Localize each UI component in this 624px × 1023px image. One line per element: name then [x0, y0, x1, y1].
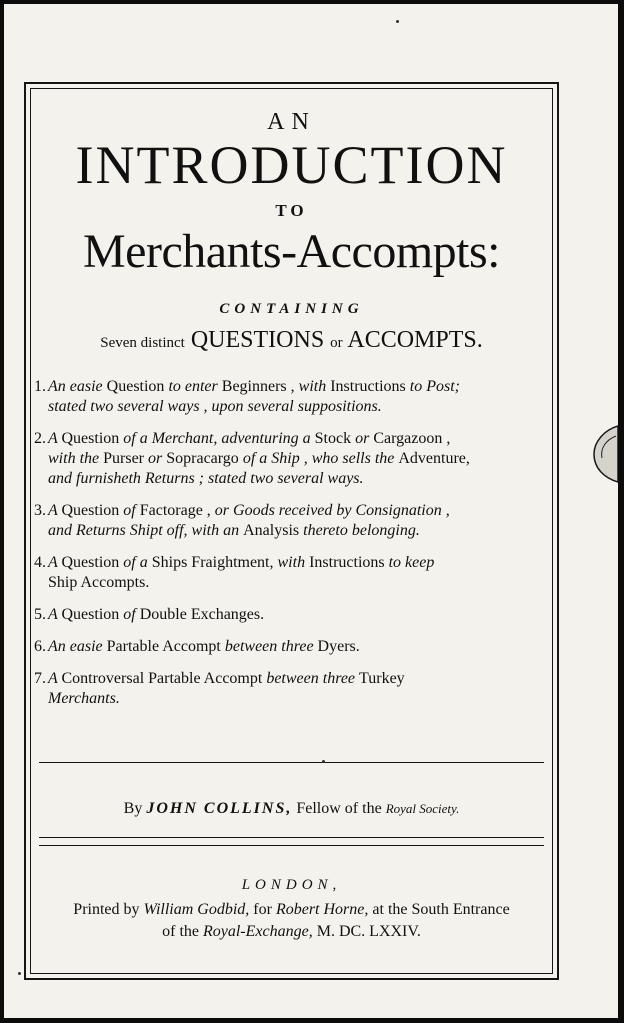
ink-speck: [322, 760, 325, 763]
question-text: stated two several ways , upon several suppositions.: [48, 398, 382, 415]
question-text: A: [48, 606, 62, 623]
question-number: 3.: [34, 502, 46, 519]
question-text: A: [48, 430, 62, 447]
page-edge-shadow: [590, 424, 618, 484]
question-item-1: [34, 377, 554, 417]
question-text: Ship Accompts.: [48, 574, 150, 591]
question-line: [48, 689, 554, 709]
byline-fellow: Fellow of the: [296, 800, 382, 817]
imprint-location: at the South Entrance: [372, 901, 510, 918]
question-number: 7.: [34, 670, 46, 687]
question-item-6: [34, 637, 554, 657]
question-text: Adventure,: [398, 450, 470, 467]
question-text: Question: [106, 378, 169, 395]
author-name: JOHN COLLINS,: [146, 800, 293, 817]
question-line: [48, 637, 554, 657]
question-item-2: [34, 429, 554, 489]
question-line: [48, 377, 554, 397]
question-text: or: [355, 430, 374, 447]
question-item-5: [34, 605, 554, 625]
question-text: of a Merchant, adventuring a: [123, 430, 315, 447]
imprint-for: for: [253, 901, 272, 918]
imprint-publisher: Robert Horne,: [275, 901, 369, 918]
question-text: or Goods received by Consignation ,: [214, 502, 450, 519]
subtitle-questions: QUESTIONS: [190, 327, 325, 353]
question-item-7: [34, 669, 554, 709]
question-text: Factorage ,: [139, 502, 215, 519]
question-line: [48, 449, 554, 469]
question-text: Partable Accompt: [106, 638, 225, 655]
imprint-exchange: Royal-Exchange,: [202, 923, 313, 940]
question-text: An easie: [48, 378, 107, 395]
ink-speck: [18, 972, 21, 975]
question-text: Controversal Partable Accompt: [61, 670, 267, 687]
question-text: of: [123, 606, 140, 623]
imprint-city: LONDON,: [241, 877, 342, 893]
question-number: 4.: [34, 554, 46, 571]
question-text: Ships Fraightment,: [151, 554, 278, 571]
question-line: [48, 669, 554, 689]
question-text: Merchants.: [48, 690, 120, 707]
question-number: 5.: [34, 606, 46, 623]
byline-by: By: [123, 800, 143, 817]
containing-label: CONTAINING: [219, 301, 364, 317]
divider-rule: [39, 837, 544, 838]
question-text: Purser: [103, 450, 148, 467]
byline: [31, 800, 552, 818]
subtitle-prefix: Seven distinct: [100, 335, 185, 351]
question-number: 1.: [34, 378, 46, 395]
question-text: of a: [123, 554, 152, 571]
divider-rule: [39, 762, 544, 763]
question-text: with the: [48, 450, 104, 467]
question-text: Stock: [314, 430, 356, 447]
page-border: [24, 82, 559, 980]
question-text: with: [277, 554, 310, 571]
question-text: thereto belonging.: [303, 522, 420, 539]
question-text: to Post;: [409, 378, 460, 395]
subtitle-accompts: ACCOMPTS.: [347, 327, 483, 353]
question-text: An easie: [48, 638, 107, 655]
question-item-3: [34, 501, 554, 541]
imprint-year: M. DC. LXXIV.: [316, 923, 421, 940]
question-text: Question: [61, 430, 124, 447]
question-line: [48, 469, 554, 489]
question-text: A: [48, 554, 62, 571]
question-text: between three: [224, 638, 318, 655]
question-number: 6.: [34, 638, 46, 655]
question-text: to enter: [168, 378, 222, 395]
question-line: [48, 429, 554, 449]
question-text: Double Exchanges.: [139, 606, 265, 623]
title-introduction: INTRODUCTION: [75, 135, 508, 195]
subtitle-or: or: [330, 335, 343, 351]
question-line: [48, 397, 554, 417]
question-text: Instructions: [330, 378, 410, 395]
page-border-inner: [30, 88, 553, 974]
title-page: [4, 4, 618, 1018]
question-text: Turkey: [359, 670, 405, 687]
question-line: [48, 501, 554, 521]
question-text: Cargazoon ,: [373, 430, 451, 447]
question-item-4: [34, 553, 554, 593]
title-an: AN: [267, 109, 316, 135]
question-line: [48, 605, 554, 625]
question-text: between three: [266, 670, 360, 687]
question-text: Sopracargo: [166, 450, 243, 467]
question-text: Analysis: [243, 522, 304, 539]
question-text: Question: [61, 606, 124, 623]
imprint-printer: William Godbid,: [143, 901, 250, 918]
imprint: [31, 899, 552, 943]
question-text: to keep: [388, 554, 435, 571]
question-line: [48, 573, 554, 593]
imprint-printed-by: Printed by: [73, 901, 140, 918]
byline-society: Royal Society.: [385, 801, 460, 816]
divider-rule: [39, 845, 544, 846]
questions-list: [34, 377, 554, 721]
question-line: [48, 553, 554, 573]
question-text: with: [298, 378, 331, 395]
question-text: A: [48, 502, 62, 519]
ink-speck: [396, 20, 399, 23]
title-merchants-accompts: Merchants-Accompts:: [82, 225, 501, 278]
question-number: 2.: [34, 430, 46, 447]
title-to: TO: [275, 201, 308, 220]
question-text: Question: [61, 502, 124, 519]
question-text: of a Ship , who sells the: [242, 450, 399, 467]
question-text: Instructions: [309, 554, 389, 571]
question-text: and Returns Shipt off, with an: [48, 522, 244, 539]
question-text: Dyers.: [317, 638, 360, 655]
question-text: A: [48, 670, 62, 687]
subtitle-seven-questions: [31, 325, 552, 358]
question-text: or: [148, 450, 167, 467]
question-text: Question: [61, 554, 124, 571]
question-text: of: [123, 502, 140, 519]
question-text: and furnisheth Returns ; stated two several ways.: [48, 470, 364, 487]
question-text: Beginners ,: [221, 378, 299, 395]
question-line: [48, 521, 554, 541]
imprint-of-the: of the: [162, 923, 199, 940]
